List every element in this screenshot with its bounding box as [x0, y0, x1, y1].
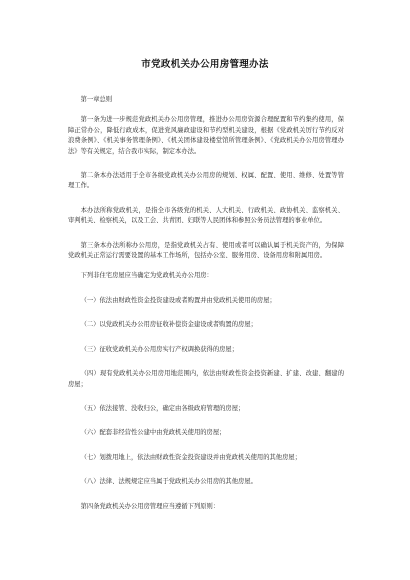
- article-1: 第一条为进一步规范党政机关办公用房管理，推进办公用房资源合理配置和节约集约使用，保障正常办公，降低行政成本，促进党风廉政建设和节约型机关建设，根据《党政机关厉行节约反对浪费条例》、《机关事务管理条例》、《机关团体建设楼堂馆所管理条例》、《党政机关办公用房管理办法》等有关规定，结合我市实际，制定本办法。: [68, 116, 344, 155]
- list-item-7: （七）划拨用地上，依法由财政性资金投资建设并由党政机关使用的其他房屋；: [80, 453, 301, 461]
- list-item-4: （四）现有党政机关办公用房用地范围内，依法由财政性资金投资新建、扩建、改建、翻建的房屋；: [68, 370, 344, 388]
- article-4-intro: 第四条党政机关办公用房管理应当遵循下列原则：: [80, 502, 220, 510]
- article-2: 第二条本办法适用于全市各级党政机关办公用房的规划、权属、配置、使用、维修、处置等管理工作。: [68, 172, 344, 190]
- document-title: 市党政机关办公用房管理办法: [141, 59, 269, 70]
- list-item-5: （五）依法接管、没收归公，确定由各级政府管理的房屋；: [80, 404, 245, 412]
- list-item-8: （八）法律、法规规定应当属于党政机关办公用房的其他房屋。: [80, 478, 257, 486]
- list-item-2: （二）以党政机关办公用房征收补偿资金建设或者购置的房屋；: [80, 321, 257, 329]
- list-item-6: （六）配套非经营性公建中由党政机关使用的房屋；: [80, 429, 226, 437]
- list-item-3: （三）征收党政机关办公用房实行产权调换获得的房屋；: [80, 345, 239, 353]
- document-body: [68, 95, 344, 512]
- scope-definition: 本办法所称党政机关，是指全市各级党的机关、人大机关、行政机关、政协机关、监察机关、审判机关、检察机关，以及工会、共青团、妇联等人民团体和参照公务员法管理的事业单位。: [68, 206, 344, 225]
- list-intro: 下列非住宅房屋应当确定为党政机关办公用房：: [80, 272, 213, 280]
- list-item-1: （一）依法由财政性资金投资建设或者购置并由党政机关使用的房屋；: [80, 296, 276, 304]
- article-3: 第三条本办法所称办公用房，是指党政机关占有、使用或者可以确认属于机关资产的，为保障党政机关正常运行需要设置的基本工作场所，包括办公室、服务用房、设备用房和附属用房。: [68, 241, 344, 260]
- chapter-heading: 第一章总则: [80, 96, 113, 103]
